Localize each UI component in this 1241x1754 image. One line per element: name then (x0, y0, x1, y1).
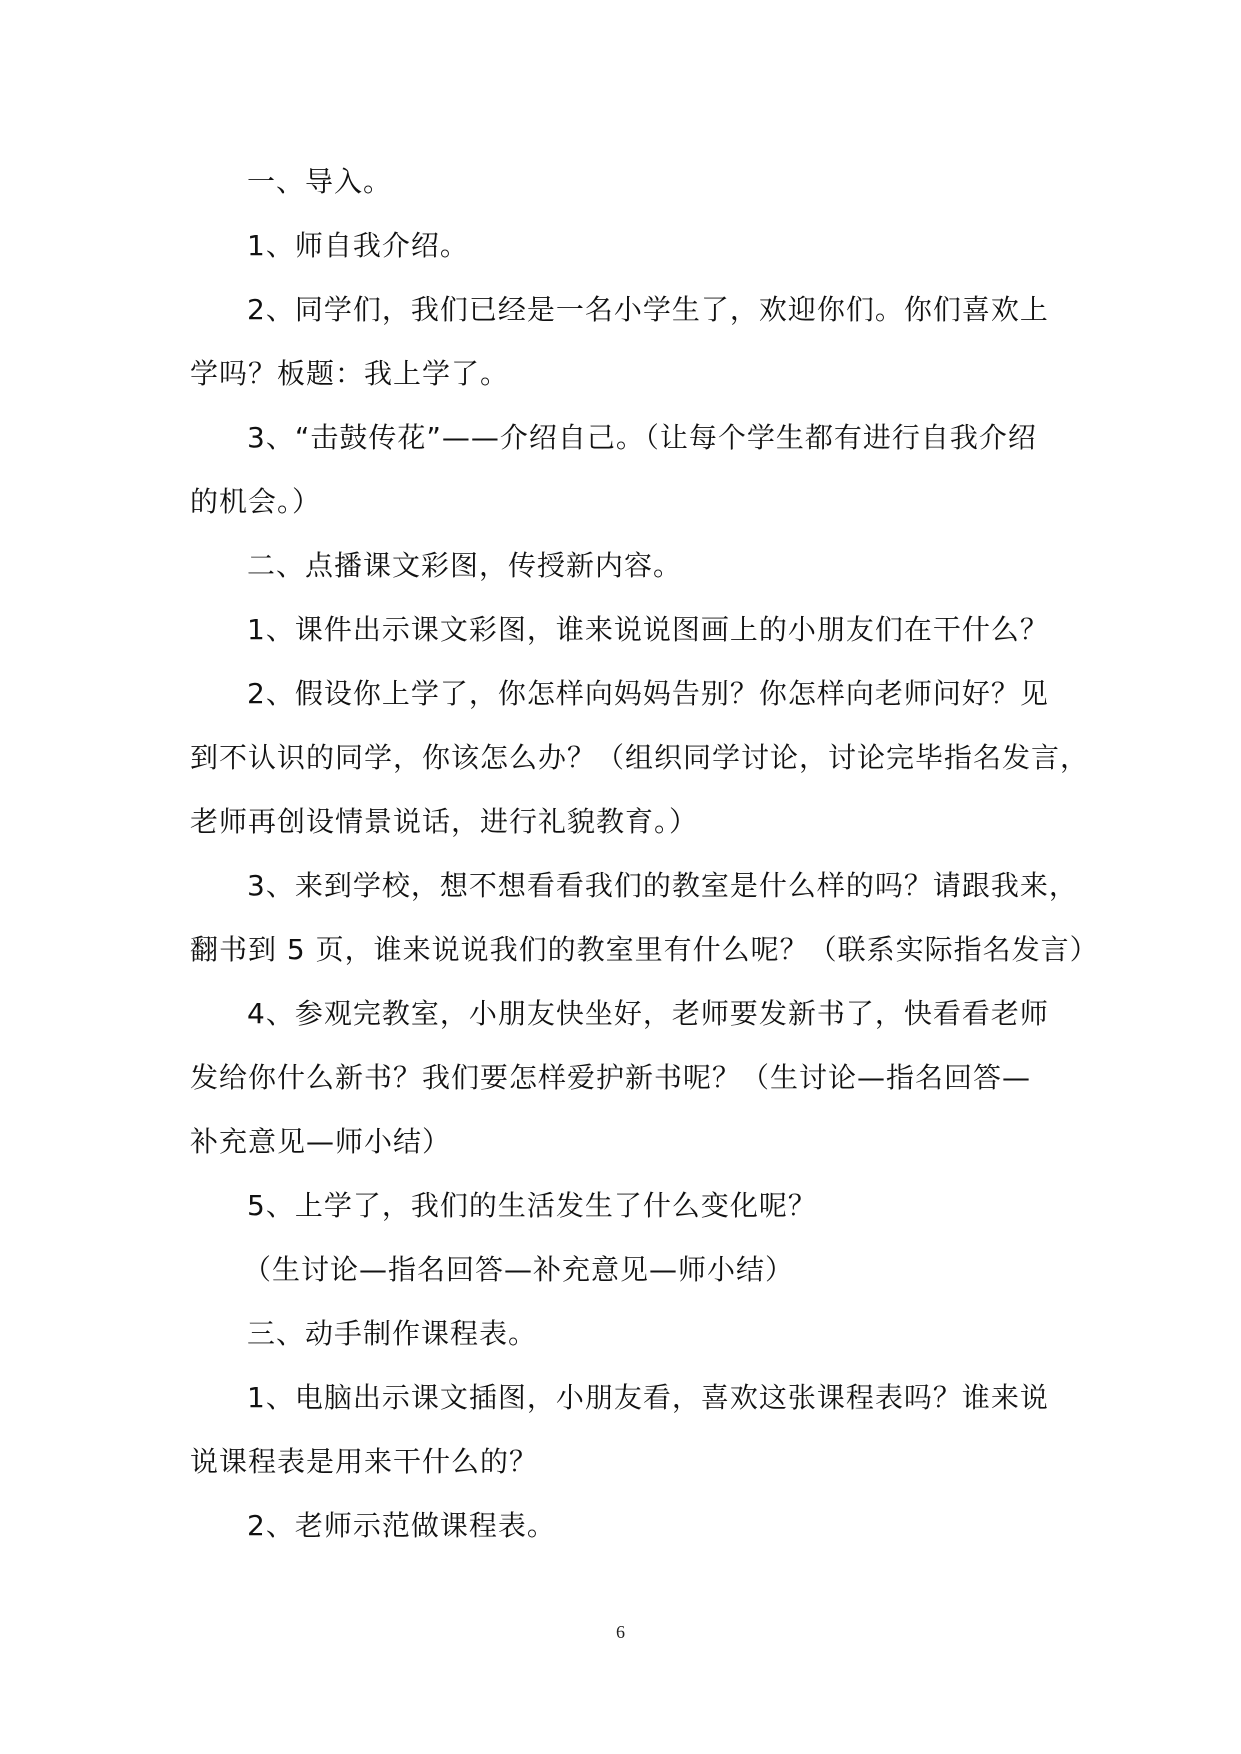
paragraph-line: 老师再创设情景说话，进行礼貌教育。） (190, 805, 699, 838)
paragraph-line: 发给你什么新书？我们要怎样爱护新书呢？（生讨论—指名回答— (190, 1061, 1032, 1094)
paragraph-line: 5、上学了，我们的生活发生了什么变化呢？ (247, 1189, 817, 1222)
paragraph-line: 的机会。） (190, 485, 322, 518)
section-heading-intro: 一、导入。 (247, 165, 393, 198)
paragraph-line: 学吗？板题：我上学了。 (190, 357, 510, 390)
paragraph-line: 4、参观完教室，小朋友快坐好，老师要发新书了，快看看老师 (247, 997, 1049, 1030)
paragraph-line: 补充意见—师小结） (190, 1125, 452, 1158)
paragraph-line: 翻书到 5 页，谁来说说我们的教室里有什么呢？（联系实际指名发言） (190, 933, 1099, 966)
paragraph-line: 2、同学们，我们已经是一名小学生了，欢迎你们。你们喜欢上 (247, 293, 1049, 326)
page-number: 6 (616, 1622, 625, 1642)
paragraph-line: 1、师自我介绍。 (247, 229, 469, 262)
paragraph-line: 2、老师示范做课程表。 (247, 1509, 556, 1542)
section-heading-schedule: 三、动手制作课程表。 (247, 1317, 538, 1350)
paragraph-line: （生讨论—指名回答—补充意见—师小结） (243, 1253, 795, 1286)
section-heading-new-content: 二、点播课文彩图，传授新内容。 (247, 549, 683, 582)
paragraph-line: 到不认识的同学，你该怎么办？（组织同学讨论，讨论完毕指名发言， (190, 741, 1090, 774)
paragraph-line: 3、“击鼓传花”——介绍自己。（让每个学生都有进行自我介绍 (247, 421, 1037, 454)
paragraph-line: 1、电脑出示课文插图，小朋友看，喜欢这张课程表吗？谁来说 (247, 1381, 1049, 1414)
paragraph-line: 2、假设你上学了，你怎样向妈妈告别？你怎样向老师问好？见 (247, 677, 1049, 710)
paragraph-line: 说课程表是用来干什么的？ (190, 1445, 539, 1478)
paragraph-line: 1、课件出示课文彩图，谁来说说图画上的小朋友们在干什么？ (247, 613, 1049, 646)
paragraph-line: 3、来到学校，想不想看看我们的教室是什么样的吗？请跟我来， (247, 869, 1078, 902)
